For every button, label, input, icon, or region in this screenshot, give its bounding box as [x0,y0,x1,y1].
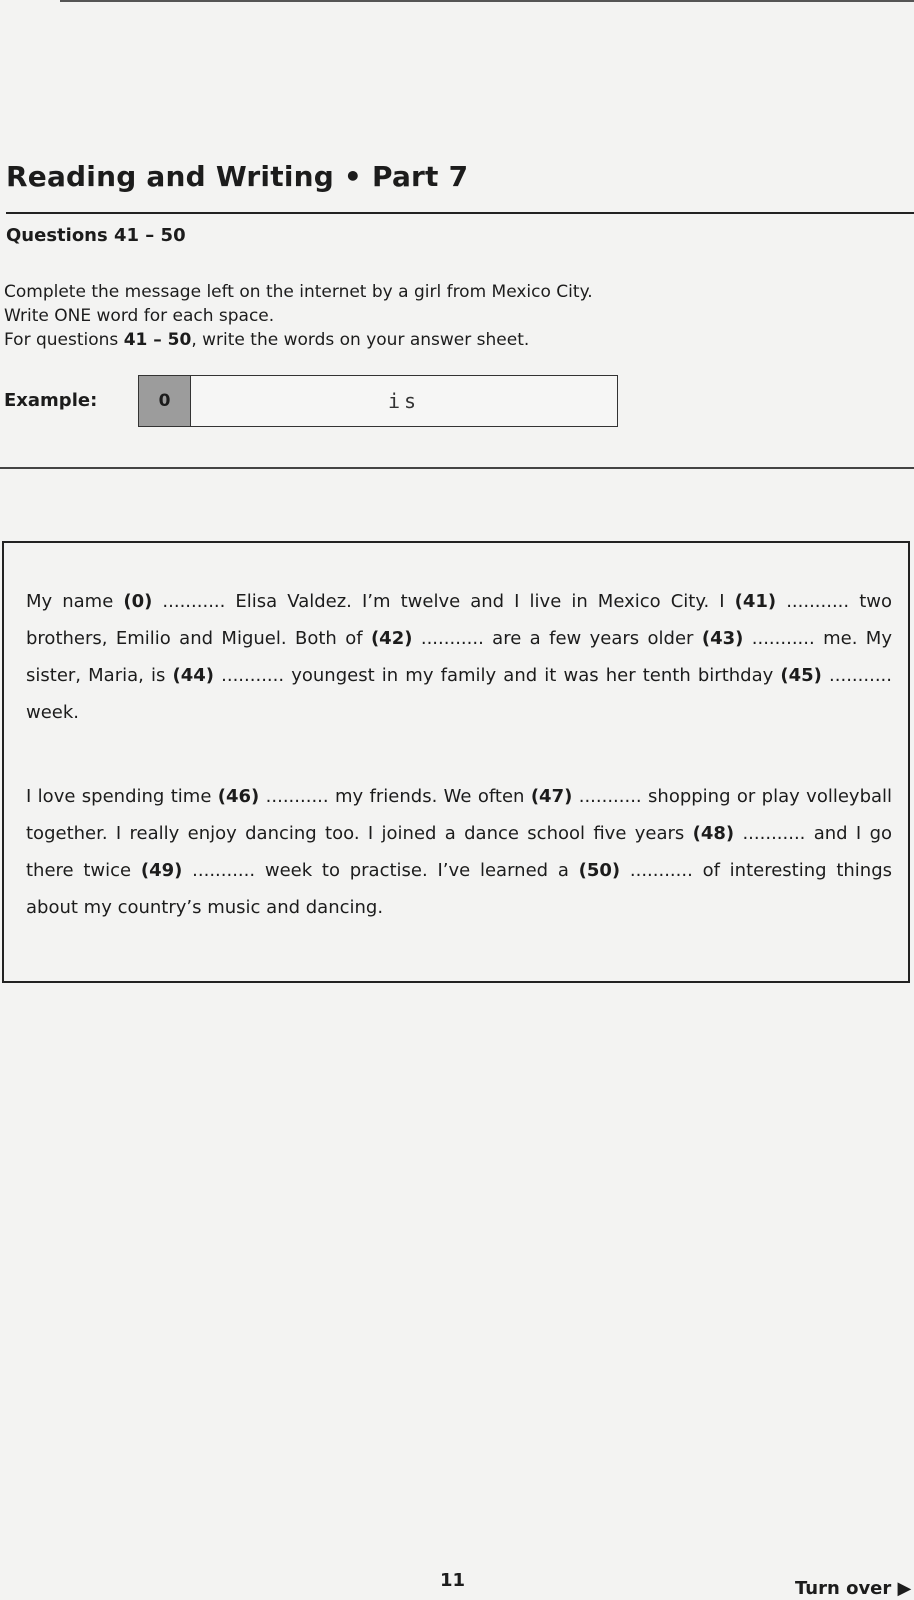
passage-text: ........... of interesting things about my country’s music and dancing. [26,860,892,918]
instructions [4,280,593,352]
gap-number: (49) [140,860,183,881]
passage-text: My name [26,591,124,612]
questions-heading: Questions 41 – 50 [6,225,186,246]
passage-text: ........... are a few years older [412,628,702,649]
example-label: Example: [4,390,98,411]
gap-number: (46) [217,786,260,807]
gap-number: (44) [172,665,215,686]
passage-text: ........... youngest in my family and it was her tenth birthday [214,665,781,686]
gap-number: (45) [780,665,822,686]
passage-text: I love spending time [26,786,218,807]
turn-over-label: Turn over ▶ [795,1578,912,1599]
section-divider [0,467,914,469]
gap-number: (42) [370,628,413,649]
instruction-line-3 [4,328,593,352]
passage-text: ........... my friends. We often [259,786,531,807]
gap-number: (48) [692,823,735,844]
example-number: 0 [139,376,191,426]
gap-number: (47) [530,786,573,807]
passage-text: ........... two brothers, Emilio and Miguel. Both of [26,591,892,649]
passage-text: ........... and I go there twice [26,823,893,881]
passage-text: ........... week to practise. I’ve learned a [182,860,579,881]
passage-text: ........... shopping or play volleyball together. I really enjoy dancing too. I joined a dance school five years [26,786,893,844]
title-rule [6,212,914,214]
example-box [138,375,618,427]
instruction-line-1: Complete the message left on the internet by a girl from Mexico City. [4,282,593,302]
instruction-line-2: Write ONE word for each space. [4,306,275,326]
part-title: Reading and Writing • Part 7 [6,160,469,193]
passage-paragraph-2 [26,778,892,926]
gap-number: (41) [734,591,777,612]
passage-text: ........... week. [26,665,892,723]
instruction-line-3-suffix: , write the words on your answer sheet. [191,330,530,350]
page-number: 11 [440,1570,466,1591]
passage-text: ........... me. My sister, Maria, is [26,628,892,686]
top-rule [60,0,914,2]
instruction-line-3-prefix: For questions [4,330,124,350]
instruction-line-3-range: 41 – 50 [123,330,192,350]
example-answer: is [387,389,421,413]
gap-number: (50) [578,860,621,881]
passage-box [2,541,910,983]
gap-number: (0) [123,591,153,612]
passage-paragraph-1 [26,583,892,731]
passage-text: ........... Elisa Valdez. I’m twelve and I live in Mexico City. I [152,591,735,612]
gap-number: (43) [701,628,744,649]
